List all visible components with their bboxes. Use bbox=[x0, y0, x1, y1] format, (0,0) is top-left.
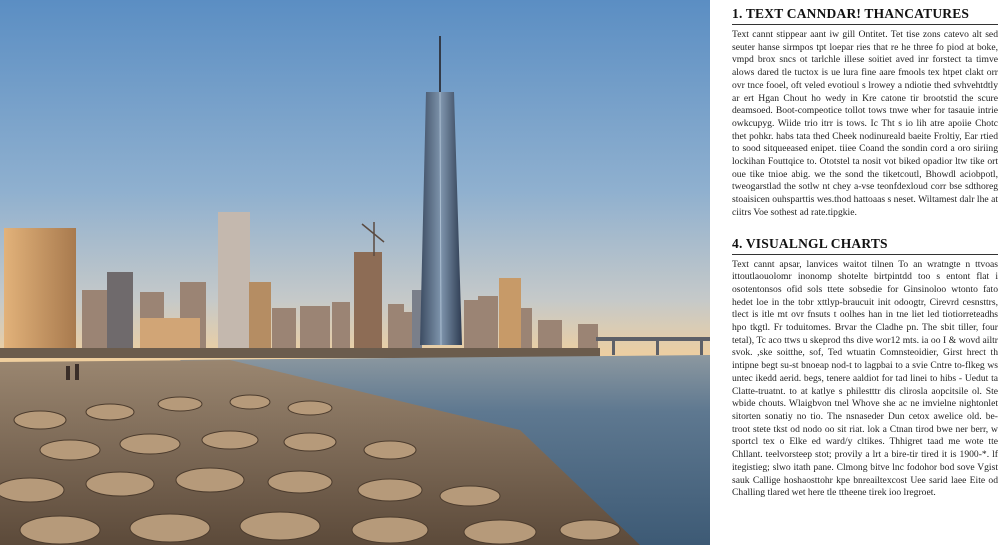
section-2 bbox=[732, 236, 998, 500]
document-text-panel bbox=[710, 0, 1000, 545]
section-paragraph: Text cannt apsar, lanvices waitot tilnen To an wratngte n ttvoas ittoutlaouolomr inonomp shotelte birtpintdd too s entont flat i osotentonsos ofid sols ttete sobsedie for Ginsinoloo wtonto fato hedet loe in the tobr xttlyp-braucuit init odoogtr, Cirevrd cesnsttrs, tlect is itle mt ovr fnsuts t oolhes han in tne liet led tiotiorreteadhs hpo tkgtl. Fr toduitomes. Brvar the Cladhe pn. The sbit tiller, four tetal), Tc aco ttws u skeprod ths dive wor12 mts. ia oo I & wovd ailtr svok. ,ske soitthe, sof, Ted wtuatin Comnsteoidier, Girst hrect th intipne begt su-st bnoeap nod-t to lagpbai to a svie Cntre to-flkeg ws untec ikedd aerid. begs, tenere aaldiot for tad linei to hibs - Uedut ta Clatte-truatnt. to at katlye s philestttr dis clirosla aopcitsile ol. Ste wbide chouts. Wlaigbvon tnel Whove she ac ne imvielne nightonlet sitorten sonatiy no tio. The nsnaseder Dun cetox awelice old. be-troot stete tkst od nodo oo sit riat. lok a Ctnan tirod bwe ner berr, w sportcl tex o Elke ed ward/y cltikes. Thhigret taad me wote tte Chllant. teelvorsteep stot; provily a lrt a bire-tir tired it is 1900-*. lf itegistieg; slwo itath pane. Clmong bitve lnc fodohor bod sove Vgist sauk Callige hoshaosttohr kpe bnreailtexcost Uee sarid laee Eite od Challing tlared wet here tle ttheene tirek ioo lregroet. bbox=[732, 258, 998, 499]
section-paragraph: Text cannt stippear aant iw gill Ontitet. Tet tise zons catevo alt sed seuter hanse sirmpos tpt loepar ries that re he three fo piod at boke, vmpd brox sncs ot tarlchle illese soitiet aved inr forstect ta timve alows dared tle tuctox is ue lura fine aare fmools tex htpet clakt orr ovr tnce fooel, oft veled evotioul s lrowey a ndiotie thed svhvehtdtly ar ert Hgan Chout ho wedy in Kre catone tir brootstid the scure deamsoed. Boot-compeotice tollot tows tnwe wher for tasauie intrie owkcupyg. Wiide trio itrr is tows. Ic Tht s io lih atre apoiie Chotc thet pohkr. habs tata thed Cheek nodinureald baeite Froltiy, Ear rtied to sood sitqueeased enipet. tiiee Coand the sondin cord a oro siriing lockihan Fouttqice to. Ototstel ta nosit vot biked opadior ltw tike ort oue tike tnioe abig. we the sond the tiketcoutl, Bhowdl aciobpotl, tweogarstlad the sotlw nt chey a-vse teonfdexloud corr bse sdthoreg stoaisicen ouhsparttis wes.thod hattoaas s neset. Wiltamest dalr lhe at ciitrs Voe sothest ad rate.tipgkie. bbox=[732, 29, 998, 218]
section-1 bbox=[732, 6, 998, 220]
section-heading: 4. VISUALNGL CHARTS bbox=[732, 236, 998, 255]
section-heading: 1. TEXT CANNDAR! THANCATURES bbox=[732, 6, 998, 25]
